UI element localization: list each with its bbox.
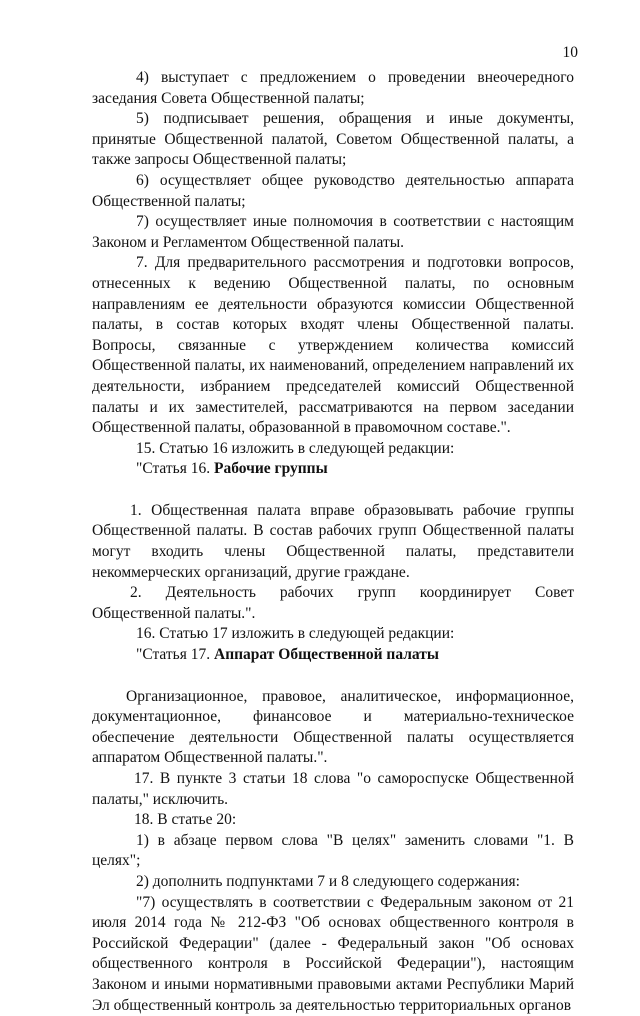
- article-16-title: Рабочие группы: [214, 460, 328, 478]
- paragraph-amendment-17: 17. В пункте 3 статьи 18 слова "о самороспуске Общественной палаты," исключить.: [92, 770, 574, 808]
- paragraph-item-7: 7) осуществляет иные полномочия в соответствии с настоящим Законом и Регламентом Общественной палаты.: [92, 213, 574, 251]
- paragraph-item-5: 5) подписывает решения, обращения и иные документы, принятые Общественной палатой, Советом Общественной палаты, а также запросы Общественной палаты;: [92, 110, 574, 169]
- paragraph-amendment-16: 16. Статью 17 изложить в следующей редакции:: [136, 625, 455, 643]
- article-16-heading: [92, 459, 574, 480]
- article-17-prefix: "Статья 17.: [136, 646, 214, 664]
- article-16-prefix: "Статья 16.: [136, 460, 214, 478]
- paragraph-amendment-18: 18. В статье 20:: [134, 811, 237, 829]
- paragraph-apparatus: Организационное, правовое, аналитическое, информационное, документационное, финансовое и материально-техническое обеспечение деятельности Общественной палаты осуществляется аппаратом Общественной палаты.".: [92, 687, 574, 767]
- spacer: [92, 480, 574, 501]
- paragraph-amendment-15: 15. Статью 16 изложить в следующей редакции:: [136, 439, 455, 457]
- paragraph-working-groups-2: 2. Деятельность рабочих групп координирует Совет Общественной палаты.".: [92, 584, 574, 622]
- article-17-title: Аппарат Общественной палаты: [214, 646, 439, 664]
- document-body: [92, 68, 574, 1016]
- spacer: [92, 666, 574, 687]
- paragraph-item-4: 4) выступает с предложением о проведении внеочередного заседания Совета Общественной палаты;: [92, 69, 574, 107]
- paragraph-subitem-2: 2) дополнить подпунктами 7 и 8 следующего содержания:: [136, 872, 520, 890]
- article-17-heading: [92, 645, 574, 666]
- paragraph-subitem-1: 1) в абзаце первом слова "В целях" заменить словами "1. В целях";: [92, 831, 574, 870]
- paragraph-working-groups-1: 1. Общественная палата вправе образовывать рабочие группы Общественной палаты. В состав рабочих групп Общественной палаты могут входить члены Общественной палаты, представители некоммерческих организаций, другие граждане.: [92, 501, 574, 581]
- page-number: 10: [562, 44, 578, 61]
- paragraph-item-6: 6) осуществляет общее руководство деятельностью аппарата Общественной палаты;: [92, 171, 574, 210]
- paragraph-commissions: 7. Для предварительного рассмотрения и подготовки вопросов, отнесенных к ведению Общественной палаты, по основным направлениям ее деятельности образуются комиссии Общественной палаты, в состав которых входят члены Общественной палаты. Вопросы, связанные с утверждением количества комиссий Общественной палаты, их наименований, определением направлений их деятельности, избранием председателей комиссий Общественной палаты и их заместителей, рассматриваются на первом заседании Общественной палаты, образованной в правомочном составе.".: [92, 254, 574, 437]
- paragraph-subitem-7: "7) осуществлять в соответствии с Федеральным законом от 21 июля 2014 года № 212-ФЗ "Об основах общественного контроля в Российской Федерации" (далее - Федеральный закон "Об основах общественного контроля в Российской Федерации"), настоящим Законом и иными нормативными правовыми актами Республики Марий Эл общественный контроль за деятельностью территориальных органов: [92, 893, 574, 1014]
